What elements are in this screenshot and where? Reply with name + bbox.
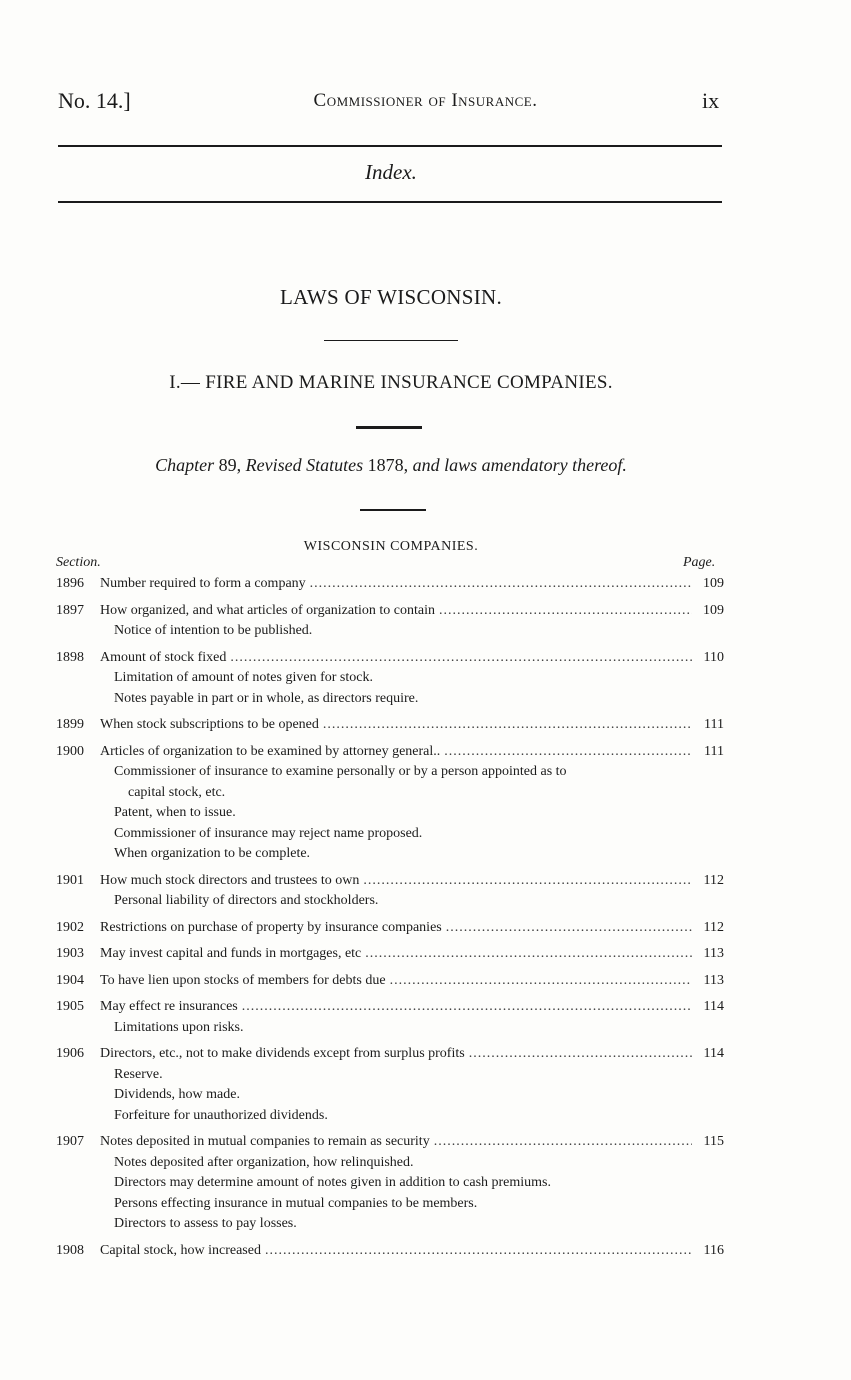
index-rule <box>58 201 722 203</box>
chapter-year: 1878, <box>363 455 413 475</box>
entry-title: Amount of stock fixed <box>100 649 227 665</box>
entry-subtopic: Commissioner of insurance to examine personally or by a person appointed as to <box>114 764 567 779</box>
entry-subtopic: Commissioner of insurance may reject name proposed. <box>114 825 423 841</box>
entry-subtopic: Limitations upon risks. <box>114 1019 244 1035</box>
index-entry <box>56 648 724 710</box>
entry-subtopic: capital stock, etc. <box>128 784 226 800</box>
entry-subtopic: Persons effecting insurance in mutual companies to be members. <box>114 1195 478 1211</box>
entry-page: 115 <box>703 1134 724 1149</box>
section-number: 1898 <box>56 649 84 665</box>
entry-title: May invest capital and funds in mortgages, etc <box>100 946 362 961</box>
index-entry-line <box>56 1044 724 1065</box>
index-entry <box>56 601 724 642</box>
section-number: 1906 <box>56 1046 84 1061</box>
index-entry-line <box>56 1241 724 1262</box>
chapter-line <box>0 455 782 476</box>
index-entry <box>56 574 724 595</box>
dot-leader <box>469 1044 692 1065</box>
entry-subtopic: Notes payable in part or in whole, as directors require. <box>114 690 419 706</box>
index-entry-line <box>56 871 724 892</box>
entry-title: May effect re insurances <box>100 999 238 1014</box>
header-rule <box>58 145 722 147</box>
section-number: 1897 <box>56 602 84 618</box>
index-entry-line <box>56 742 724 763</box>
part-title: I.— FIRE AND MARINE INSURANCE COMPANIES. <box>169 372 613 393</box>
entry-page: 112 <box>703 872 724 888</box>
index-entry <box>56 1044 724 1126</box>
chapter-number: 89, <box>214 455 246 475</box>
dot-leader <box>363 871 692 892</box>
entry-subtopic: Limitation of amount of notes given for stock. <box>114 670 373 685</box>
entry-title: Capital stock, how increased <box>100 1242 261 1258</box>
index-entry <box>56 997 724 1038</box>
entry-subtopic: Notes deposited after organization, how relinquished. <box>114 1154 414 1170</box>
index-entry <box>56 742 724 865</box>
index-entry <box>56 1132 724 1235</box>
entry-subtopic: When organization to be complete. <box>114 846 311 861</box>
index-entry-line <box>56 918 724 939</box>
entry-title: Restrictions on purchase of property by insurance companies <box>100 919 442 935</box>
column-header-section: Section. <box>56 555 101 570</box>
dot-leader <box>323 715 692 736</box>
index-entry <box>56 715 724 736</box>
index-entry-line <box>56 648 724 669</box>
entry-page: 113 <box>703 946 724 961</box>
index-entry <box>56 871 724 912</box>
dot-leader <box>230 648 692 669</box>
index-entry <box>56 1241 724 1262</box>
section-number: 1905 <box>56 999 84 1014</box>
chapter-rule <box>360 509 426 511</box>
index-entry-line <box>56 601 724 622</box>
entry-subtopic: Reserve. <box>114 1066 163 1082</box>
entry-page: 113 <box>703 972 724 988</box>
running-head-number: No. 14.] <box>58 88 131 113</box>
entry-page: 110 <box>703 649 724 665</box>
dot-leader <box>390 971 692 992</box>
entry-title: To have lien upon stocks of members for debts due <box>100 972 386 988</box>
dot-leader <box>434 1132 692 1153</box>
entry-page: 109 <box>703 576 724 591</box>
entry-subtopic: Personal liability of directors and stockholders. <box>114 893 379 908</box>
dot-leader <box>265 1241 692 1262</box>
index-entry <box>56 971 724 992</box>
page-number: ix <box>702 88 720 113</box>
entry-subtopic: Notice of intention to be published. <box>114 623 313 638</box>
entry-page: 116 <box>703 1242 724 1258</box>
chapter-amendatory: and laws amendatory thereof. <box>412 455 627 475</box>
main-heading: LAWS OF WISCONSIN. <box>279 285 503 309</box>
entry-title: Number required to form a company <box>100 576 306 591</box>
section-number: 1901 <box>56 872 84 888</box>
section-number: 1908 <box>56 1242 84 1258</box>
entry-page: 111 <box>704 743 724 759</box>
index-entry <box>56 944 724 965</box>
entry-title: Notes deposited in mutual companies to remain as security <box>100 1134 430 1149</box>
index-entries <box>56 574 724 1267</box>
entry-title: Articles of organization to be examined by attorney general.. <box>100 743 441 759</box>
dot-leader <box>242 997 692 1018</box>
index-entry-line <box>56 944 724 965</box>
column-header-page: Page. <box>683 555 716 570</box>
dot-leader <box>446 918 692 939</box>
index-entry <box>56 918 724 939</box>
entry-page: 109 <box>703 602 724 618</box>
entry-page: 111 <box>704 717 724 732</box>
dot-leader <box>444 742 692 763</box>
running-head-title: Commissioner of Insurance. <box>313 90 538 111</box>
subheading: WISCONSIN COMPANIES. <box>303 539 479 554</box>
chapter-statutes: Revised Statutes <box>245 455 364 475</box>
section-number: 1899 <box>56 717 84 732</box>
entry-title: How much stock directors and trustees to own <box>100 872 360 888</box>
dot-leader <box>439 601 692 622</box>
entry-page: 114 <box>703 999 724 1014</box>
entry-page: 112 <box>703 919 724 935</box>
dot-leader <box>310 574 692 595</box>
section-number: 1902 <box>56 919 84 935</box>
section-number: 1903 <box>56 946 84 961</box>
section-number: 1900 <box>56 743 84 759</box>
heading-rule <box>324 340 458 341</box>
index-entry-line <box>56 715 724 736</box>
entry-title: How organized, and what articles of organization to contain <box>100 602 435 618</box>
index-entry-line <box>56 997 724 1018</box>
entry-subtopic: Patent, when to issue. <box>114 805 236 820</box>
entry-title: When stock subscriptions to be opened <box>100 717 319 732</box>
index-entry-line <box>56 1132 724 1153</box>
entry-subtopic: Forfeiture for unauthorized dividends. <box>114 1107 328 1123</box>
entry-page: 114 <box>703 1046 724 1061</box>
index-entry-line <box>56 971 724 992</box>
section-number: 1896 <box>56 576 84 591</box>
entry-title: Directors, etc., not to make dividends except from surplus profits <box>100 1046 465 1061</box>
entry-subtopic: Directors to assess to pay losses. <box>114 1216 297 1231</box>
section-number: 1904 <box>56 972 84 988</box>
part-rule <box>356 426 422 429</box>
entry-subtopic: Dividends, how made. <box>114 1087 240 1102</box>
entry-subtopic: Directors may determine amount of notes given in addition to cash premiums. <box>114 1175 552 1190</box>
chapter-word: Chapter <box>155 455 215 475</box>
index-title: Index. <box>365 160 417 184</box>
section-number: 1907 <box>56 1134 84 1149</box>
dot-leader <box>365 944 692 965</box>
index-entry-line <box>56 574 724 595</box>
